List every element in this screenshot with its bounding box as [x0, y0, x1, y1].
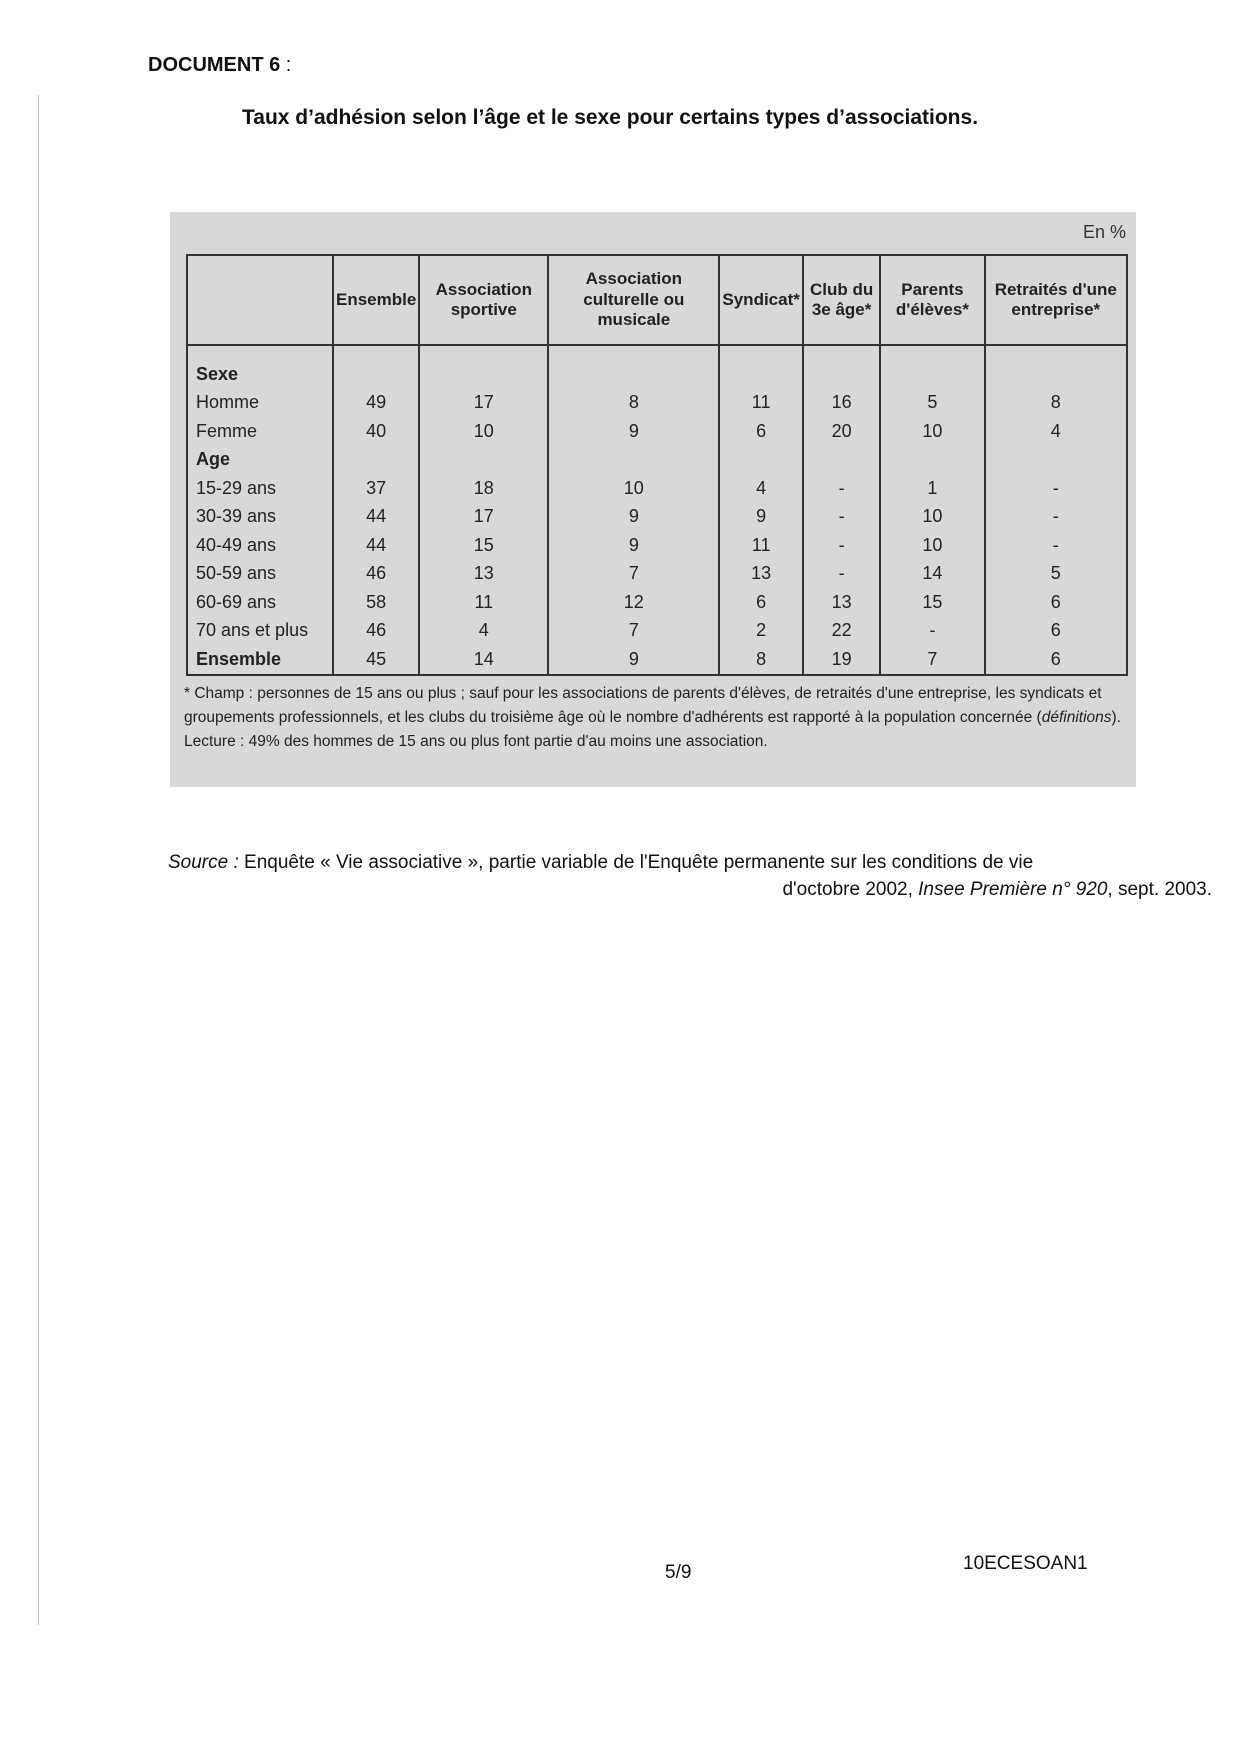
- table-cell: 1: [880, 474, 984, 503]
- table-cell: 45: [333, 645, 419, 675]
- note-champ-end: ).: [1111, 709, 1121, 727]
- table-row: [187, 345, 1127, 389]
- table-row: [187, 503, 1127, 532]
- table-cell: -: [803, 531, 880, 560]
- table-row: [187, 645, 1127, 675]
- table-cell: -: [803, 503, 880, 532]
- table-figure: [170, 212, 1136, 787]
- table-cell: [419, 446, 548, 475]
- table-cell: [985, 345, 1127, 389]
- table-cell: [548, 446, 719, 475]
- table-row: [187, 474, 1127, 503]
- table-cell: 44: [333, 503, 419, 532]
- note-champ: [184, 682, 1124, 730]
- table-cell: 13: [803, 588, 880, 617]
- row-label: 70 ans et plus: [187, 617, 333, 646]
- unit-label: En %: [1082, 222, 1126, 242]
- table-row: [187, 560, 1127, 589]
- table-cell: 6: [985, 588, 1127, 617]
- table-cell: -: [803, 560, 880, 589]
- table-cell: 14: [419, 645, 548, 675]
- table-cell: 14: [880, 560, 984, 589]
- row-label: Femme: [187, 417, 333, 446]
- column-header: Syndicat*: [719, 255, 802, 345]
- table-cell: 15: [419, 531, 548, 560]
- table-cell: 2: [719, 617, 802, 646]
- table-cell: 19: [803, 645, 880, 675]
- table-cell: 10: [880, 503, 984, 532]
- table-cell: 11: [719, 389, 802, 418]
- table-cell: 44: [333, 531, 419, 560]
- table-row: [187, 617, 1127, 646]
- scan-margin-line: [38, 95, 39, 1625]
- source-publication: Insee Première n° 920: [918, 878, 1108, 900]
- table-cell: 9: [719, 503, 802, 532]
- row-label: 15-29 ans: [187, 474, 333, 503]
- table-cell: 20: [803, 417, 880, 446]
- row-label: Ensemble: [187, 645, 333, 675]
- note-champ-italic: définitions: [1041, 709, 1112, 727]
- table-cell: [985, 446, 1127, 475]
- table-cell: -: [985, 531, 1127, 560]
- table-cell: 6: [719, 588, 802, 617]
- table-cell: 17: [419, 503, 548, 532]
- table-cell: 12: [548, 588, 719, 617]
- row-label: Sexe: [187, 345, 333, 389]
- document-title: Taux d’adhésion selon l’âge et le sexe pour certains types d’associations.: [242, 106, 979, 129]
- table-cell: 13: [419, 560, 548, 589]
- table-cell: [333, 446, 419, 475]
- table-row: [187, 389, 1127, 418]
- row-label: Homme: [187, 389, 333, 418]
- table-cell: 9: [548, 531, 719, 560]
- table-cell: 6: [985, 645, 1127, 675]
- table-cell: 7: [880, 645, 984, 675]
- column-header: [187, 255, 333, 345]
- table-cell: -: [803, 474, 880, 503]
- source-label: Source :: [168, 852, 239, 873]
- table-cell: 16: [803, 389, 880, 418]
- table-cell: 5: [880, 389, 984, 418]
- table-row: [187, 588, 1127, 617]
- table-cell: 18: [419, 474, 548, 503]
- document-label: [148, 54, 291, 77]
- table-cell: [803, 446, 880, 475]
- table-cell: 10: [880, 417, 984, 446]
- source-text-3: , sept. 2003.: [1107, 878, 1212, 900]
- table-cell: 10: [548, 474, 719, 503]
- column-header: Association culturelle ou musicale: [548, 255, 719, 345]
- table-cell: 46: [333, 560, 419, 589]
- table-cell: [333, 345, 419, 389]
- source-text-2: d'octobre 2002,: [782, 878, 919, 900]
- table-cell: [880, 446, 984, 475]
- table-cell: 9: [548, 645, 719, 675]
- table-cell: 7: [548, 617, 719, 646]
- table-cell: [880, 345, 984, 389]
- document-label-text: DOCUMENT 6: [148, 54, 281, 76]
- table-cell: 58: [333, 588, 419, 617]
- table-cell: 49: [333, 389, 419, 418]
- table-cell: 46: [333, 617, 419, 646]
- column-header: Club du 3e âge*: [803, 255, 880, 345]
- table-cell: 8: [548, 389, 719, 418]
- table-cell: 5: [985, 560, 1127, 589]
- table-row: [187, 446, 1127, 475]
- table-cell: 17: [419, 389, 548, 418]
- column-header: Parents d'élèves*: [880, 255, 984, 345]
- table-cell: 4: [985, 417, 1127, 446]
- page-number: 5/9: [665, 1562, 692, 1583]
- row-label: 30-39 ans: [187, 503, 333, 532]
- table-cell: [719, 345, 802, 389]
- column-header: Retraités d'une entreprise*: [985, 255, 1127, 345]
- table-body: [187, 345, 1127, 675]
- exam-code: 10ECESOAN1: [963, 1553, 1088, 1574]
- table-cell: 11: [719, 531, 802, 560]
- table-cell: 8: [719, 645, 802, 675]
- column-header: Ensemble: [333, 255, 419, 345]
- table-cell: 4: [419, 617, 548, 646]
- table-notes: [184, 682, 1124, 754]
- table-cell: [719, 446, 802, 475]
- table-cell: 22: [803, 617, 880, 646]
- table-cell: 40: [333, 417, 419, 446]
- table-cell: -: [985, 503, 1127, 532]
- table-cell: 13: [719, 560, 802, 589]
- table-row: [187, 417, 1127, 446]
- note-champ-text: * Champ : personnes de 15 ans ou plus ; sauf pour les associations de parents d'élèves, de retraités d'une entreprise, les syndicats et groupements professionnels, et les clubs du troisième âge où le nombre d'adhérents est rapporté à la population concernée (: [184, 685, 1102, 727]
- table-cell: 11: [419, 588, 548, 617]
- table-cell: -: [880, 617, 984, 646]
- table-cell: 9: [548, 417, 719, 446]
- table-cell: [548, 345, 719, 389]
- table-cell: 15: [880, 588, 984, 617]
- document-label-suffix: :: [280, 54, 292, 76]
- table-header-row: [187, 255, 1127, 345]
- table-cell: [419, 345, 548, 389]
- row-label: Age: [187, 446, 333, 475]
- column-header: Association sportive: [419, 255, 548, 345]
- table-cell: 37: [333, 474, 419, 503]
- table-cell: -: [985, 474, 1127, 503]
- table-cell: 4: [719, 474, 802, 503]
- table-cell: 10: [880, 531, 984, 560]
- table-cell: [803, 345, 880, 389]
- note-lecture: Lecture : 49% des hommes de 15 ans ou plus font partie d'au moins une association.: [184, 733, 768, 751]
- table-cell: 9: [548, 503, 719, 532]
- source-text-1: Enquête « Vie associative », partie variable de l'Enquête permanente sur les conditions de vie: [238, 852, 1034, 873]
- table-cell: 10: [419, 417, 548, 446]
- table-row: [187, 531, 1127, 560]
- table-cell: 8: [985, 389, 1127, 418]
- row-label: 60-69 ans: [187, 588, 333, 617]
- table-cell: 6: [985, 617, 1127, 646]
- membership-table: [186, 254, 1128, 676]
- row-label: 40-49 ans: [187, 531, 333, 560]
- row-label: 50-59 ans: [187, 560, 333, 589]
- table-cell: 6: [719, 417, 802, 446]
- source-citation: [168, 850, 1212, 903]
- table-cell: 7: [548, 560, 719, 589]
